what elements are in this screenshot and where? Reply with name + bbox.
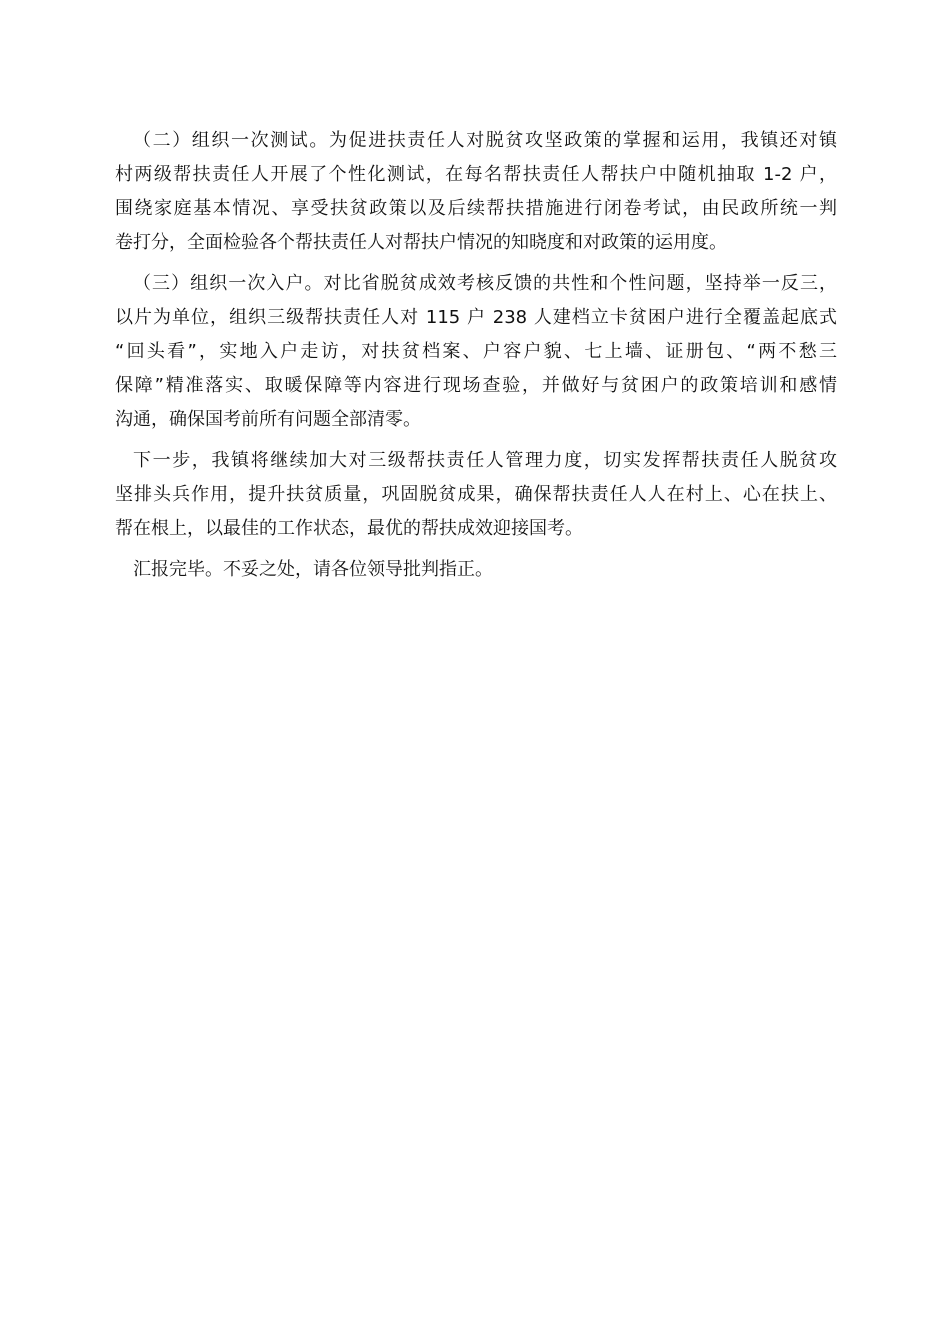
- paragraph-next-step: [115, 444, 837, 546]
- paragraph-line: 以片为单位，组织三级帮扶责任人对 115 户 238 人建档立卡贫困户进行全覆盖起底式: [115, 307, 837, 328]
- paragraph-line: “回头看”，实地入户走访，对扶贫档案、户容户貌、七上墙、证册包、“两不愁三: [115, 341, 837, 362]
- paragraph-household-visit: [115, 267, 837, 437]
- paragraph-closing: [115, 553, 837, 587]
- paragraph-testing: [115, 124, 837, 260]
- paragraph-line: 围绕家庭基本情况、享受扶贫政策以及后续帮扶措施进行闭卷考试，由民政所统一判: [115, 198, 837, 219]
- paragraph-line: （三）组织一次入户。对比省脱贫成效考核反馈的共性和个性问题，坚持举一反三，: [133, 273, 837, 294]
- paragraph-line: 保障”精准落实、取暖保障等内容进行现场查验，并做好与贫困户的政策培训和感情: [115, 375, 837, 396]
- document-body: [115, 124, 837, 587]
- paragraph-line: （二）组织一次测试。为促进扶责任人对脱贫攻坚政策的掌握和运用，我镇还对镇: [133, 130, 837, 151]
- paragraph-line: 下一步，我镇将继续加大对三级帮扶责任人管理力度，切实发挥帮扶责任人脱贫攻: [133, 450, 837, 471]
- paragraph-spacing: [115, 546, 837, 553]
- paragraph-line: 沟通，确保国考前所有问题全部清零。: [115, 409, 421, 430]
- paragraph-line: 帮在根上，以最佳的工作状态，最优的帮扶成效迎接国考。: [115, 518, 583, 539]
- paragraph-spacing: [115, 260, 837, 267]
- paragraph-line: 村两级帮扶责任人开展了个性化测试，在每名帮扶责任人帮扶户中随机抽取 1-2 户，: [115, 164, 837, 185]
- paragraph-line: 汇报完毕。不妥之处，请各位领导批判指正。: [133, 559, 493, 580]
- paragraph-spacing: [115, 437, 837, 444]
- paragraph-line: 坚排头兵作用，提升扶贫质量，巩固脱贫成果，确保帮扶责任人人在村上、心在扶上、: [115, 484, 837, 505]
- paragraph-line: 卷打分，全面检验各个帮扶责任人对帮扶户情况的知晓度和对政策的运用度。: [115, 232, 727, 253]
